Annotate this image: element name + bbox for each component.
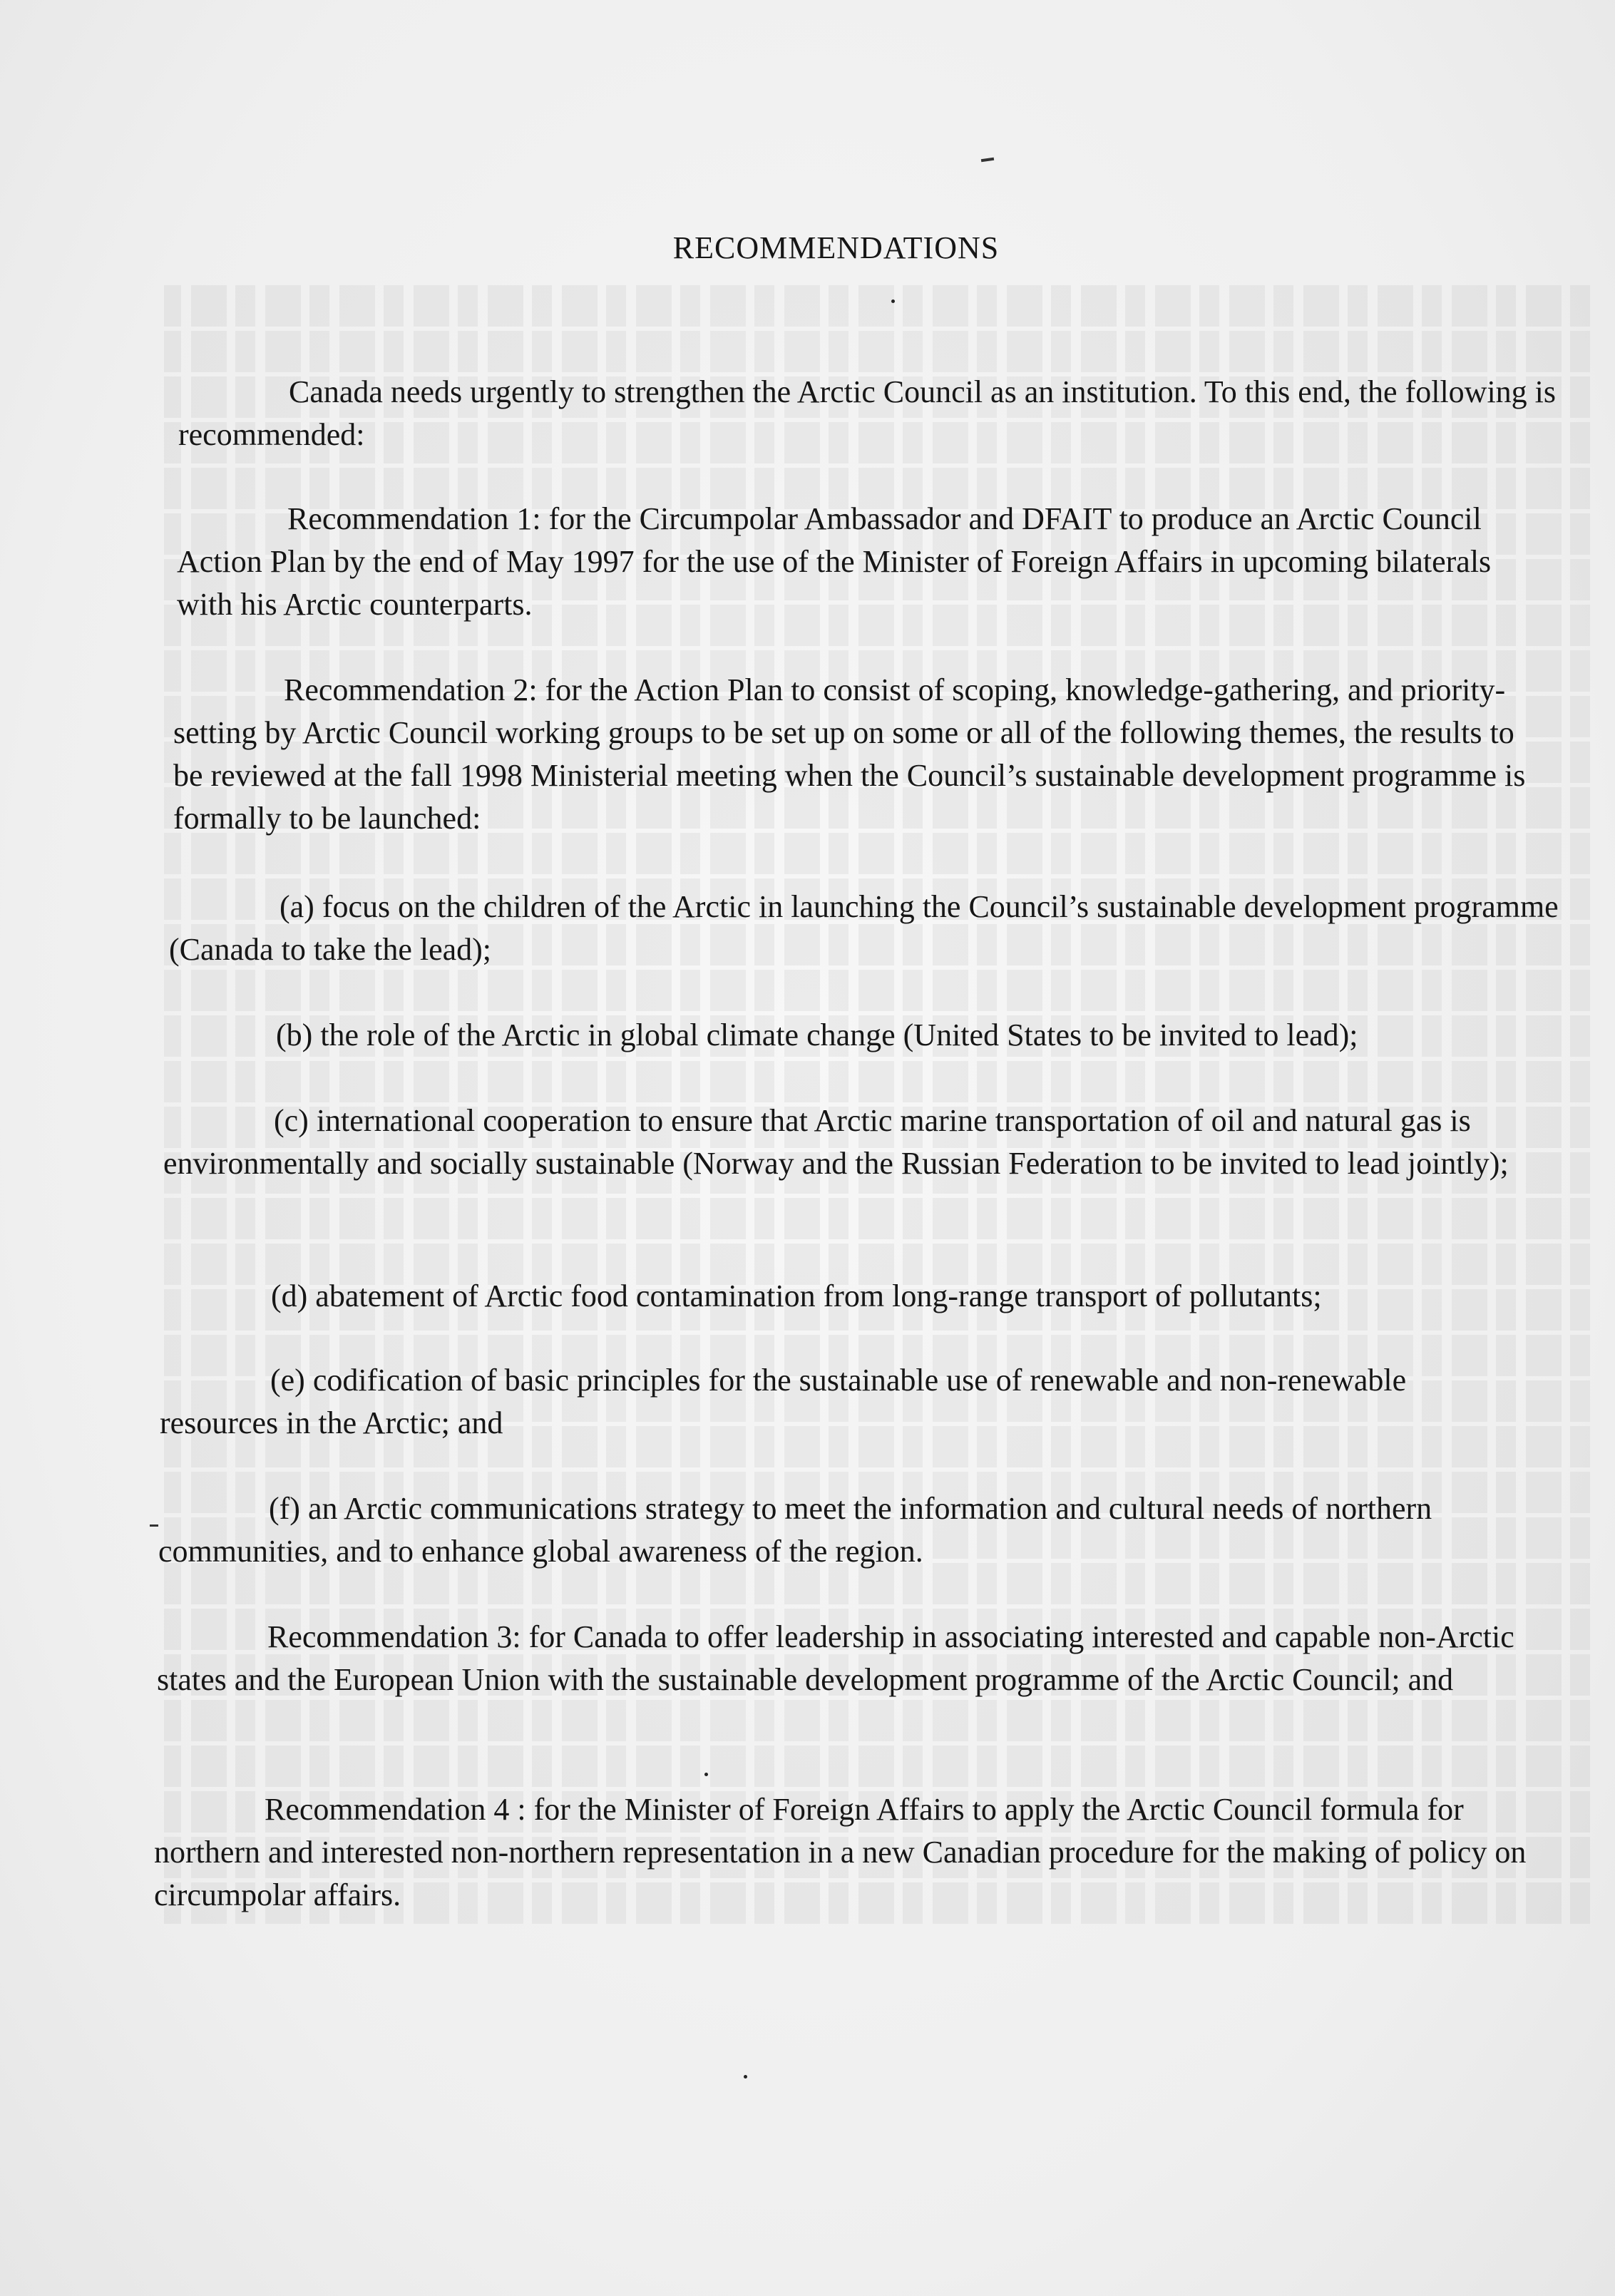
intro-paragraph: Canada needs urgently to strengthen the Arctic Council as an institution. To this end, the following is recommended: — [178, 374, 1557, 452]
theme-f: (f) an Arctic communications strategy to meet the information and cultural needs of northern communities, and to enhance global awareness of the region. — [158, 1491, 1432, 1569]
stray-dot — [704, 1773, 708, 1776]
theme-b: (b) the role of the Arctic in global climate change (United States to be invited to lead); — [276, 1018, 1358, 1052]
recommendation-1: Recommendation 1: for the Circumpolar Ambassador and DFAIT to produce an Arctic Council Action Plan by the end of May 1997 for the use of the Minister of Foreign Affairs in upcoming bilaterals with his Arctic counterparts. — [177, 501, 1492, 622]
theme-a: (a) focus on the children of the Arctic in launching the Council’s sustainable development programme (Canada to take the lead); — [169, 889, 1559, 967]
stray-dot — [744, 2075, 747, 2079]
recommendation-2: Recommendation 2: for the Action Plan to consist of scoping, knowledge-gathering, and priority-setting by Arctic Council working groups to be set up on some or all of the following themes, the results to be reviewed at the fall 1998 Ministerial meeting when the Council’s sustainable development programme is formally to be launched: — [173, 672, 1526, 836]
stray-dot — [891, 299, 895, 303]
theme-c: (c) international cooperation to ensure that Arctic marine transportation of oil and natural gas is environmentally and socially sustainable (Norway and the Russian Federation to be invited to lead jointly); — [163, 1103, 1509, 1181]
theme-e: (e) codification of basic principles for the sustainable use of renewable and non-renewable resources in the Arctic; and — [160, 1363, 1407, 1440]
recommendation-3: Recommendation 3: for Canada to offer leadership in associating interested and capable non-Arctic states and the European Union with the sustainable development programme of the Arctic Council; and — [157, 1619, 1514, 1697]
recommendation-4: Recommendation 4 : for the Minister of Foreign Affairs to apply the Arctic Council formula for northern and interested non-northern representation in a new Canadian procedure for the making of policy on circumpolar affairs. — [154, 1792, 1527, 1912]
theme-d: (d) abatement of Arctic food contamination from long-range transport of pollutants; — [271, 1278, 1322, 1313]
stray-mark — [981, 158, 994, 162]
page-title: RECOMMENDATIONS — [672, 230, 1000, 265]
stray-mark — [150, 1524, 158, 1527]
